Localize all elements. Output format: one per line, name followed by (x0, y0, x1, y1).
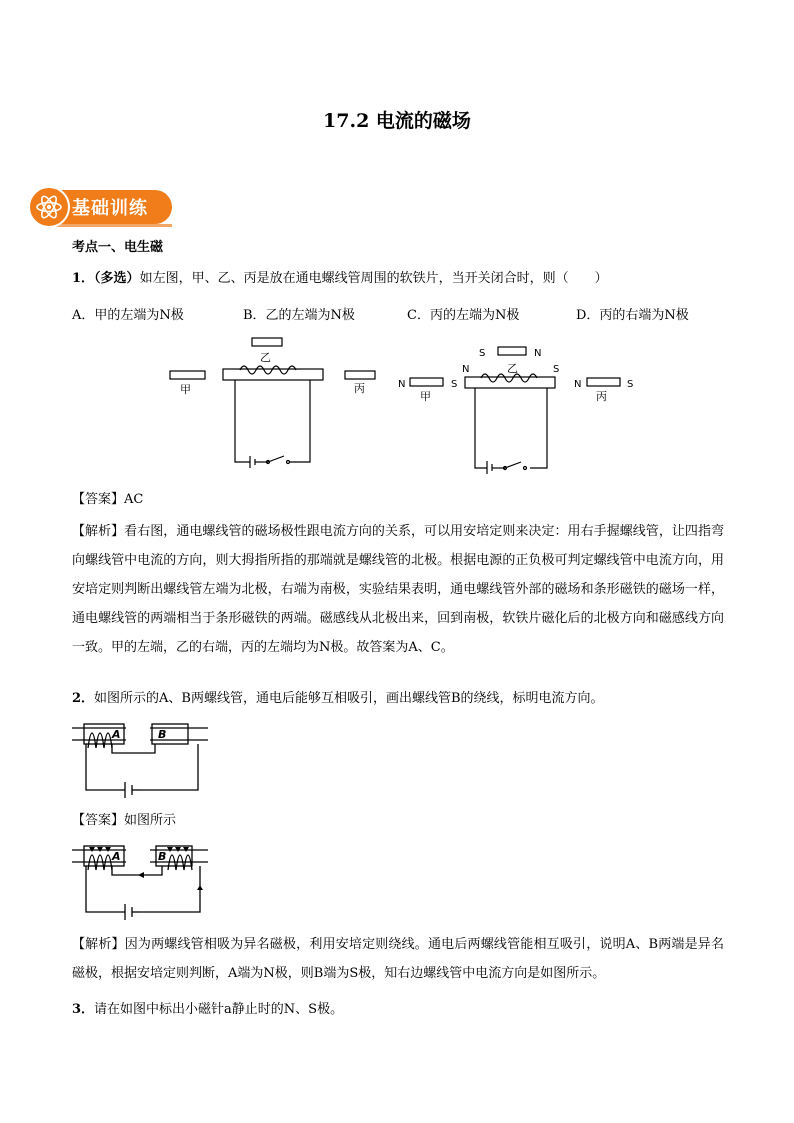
atom-icon (28, 186, 70, 228)
q1-analysis: 【解析】看右图，通电螺线管的磁场极性跟电流方向的关系，可以用安培定则来决定：用右手握螺线管，让四指弯向螺线管中电流的方向，则大拇指所指的那端就是螺线管的北极。根据电源的正负极可判定螺线管中电流方向，用安培定则判断出螺线管左端为北极，右端为南极，实验结果表明，通电螺线管外部的磁场和条形磁铁的磁场一样，通电螺线管的两端相当于条形磁铁的两端。磁感线从北极出来，回到南极，软铁片磁化后的北极方向和磁感线方向一致。甲的左端，乙的右端，丙的左端均为N极。故答案为A、C。 (72, 524, 724, 655)
solenoid-figure-left (160, 332, 335, 472)
option-a: A．甲的左端为N极 (72, 308, 184, 323)
svg-text:甲: 甲 (180, 383, 191, 396)
solenoid-figure-right (395, 340, 645, 475)
q2-analysis: 【解析】因为两螺线管相吸为异名磁极，利用安培定则绕线。通电后两螺线管能相互吸引，说明A、B两端是异名磁极，根据安培定则判断，A端为N极，则B端为S极，知右边螺线管中电流方向是如图所示。 (72, 937, 724, 981)
svg-text:S: S (451, 379, 458, 390)
svg-text:甲: 甲 (420, 390, 431, 403)
svg-text:乙: 乙 (507, 362, 518, 375)
svg-text:A: A (112, 728, 121, 741)
svg-text:S: S (479, 348, 486, 359)
svg-text:N: N (398, 379, 406, 390)
question-2-stem: 2．如图所示的A、B两螺线管，通电后能够互相吸引，画出螺线管B的绕线，标明电流方向。 (72, 691, 604, 706)
option-d: D．丙的右端为N极 (576, 308, 689, 323)
svg-text:S: S (553, 364, 560, 375)
q1-answer: 【答案】AC (72, 492, 144, 507)
page-title: 17.2 电流的磁场 (323, 110, 471, 132)
svg-text:丙: 丙 (596, 390, 607, 403)
svg-text:B: B (158, 728, 167, 741)
iron-piece-bing-left (340, 365, 380, 395)
svg-text:N: N (462, 364, 470, 375)
svg-text:A: A (112, 850, 121, 863)
section-banner (28, 186, 172, 228)
svg-text:N: N (534, 348, 542, 359)
section-label: 基础训练 (72, 198, 148, 219)
svg-text:B: B (158, 850, 167, 863)
q2-answer: 【答案】如图所示 (72, 813, 177, 828)
topic-heading: 考点一、电生磁 (72, 240, 164, 255)
svg-text:丙: 丙 (354, 382, 365, 395)
option-c: C．丙的左端为N极 (407, 308, 520, 323)
question-3-stem: 3．请在如图中标出小磁针a静止时的N、S极。 (72, 1002, 344, 1017)
svg-text:N: N (574, 379, 582, 390)
solenoid-ab-answer-figure (70, 840, 210, 925)
svg-text:乙: 乙 (260, 351, 271, 364)
question-1-stem: 1．（多选）如左图，甲、乙、丙是放在通电螺线管周围的软铁片，当开关闭合时，则（ ） (72, 271, 608, 286)
svg-text:S: S (627, 379, 634, 390)
option-b: B．乙的左端为N极 (243, 308, 355, 323)
solenoid-ab-figure (70, 718, 210, 803)
